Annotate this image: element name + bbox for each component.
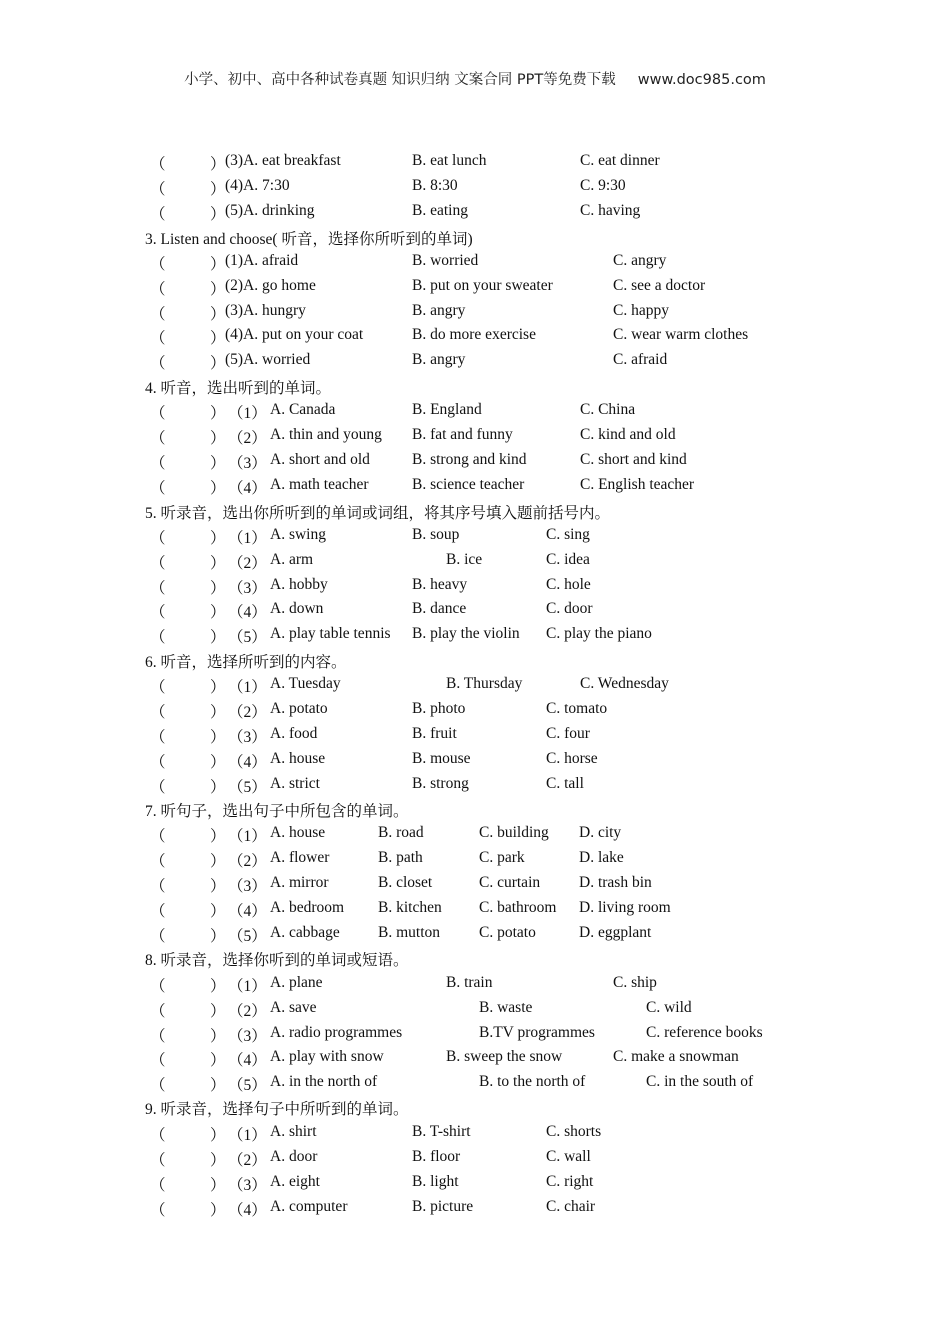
- answer-bracket-close: ）: [210, 181, 226, 198]
- option-c: C. Wednesday: [580, 675, 669, 692]
- option-b: B. mouse: [412, 750, 471, 767]
- question-number: (3)A. hungry: [225, 301, 306, 319]
- question-number: （4）: [228, 604, 267, 622]
- answer-bracket-open: （: [150, 455, 166, 472]
- option-c: C. chair: [546, 1198, 596, 1215]
- section-heading: 3. Listen and choose( 听音，选择你所听到的单词): [145, 231, 473, 248]
- option-c: C. happy: [613, 301, 669, 319]
- answer-bracket-open: （: [150, 828, 166, 845]
- option-b: B. play the violin: [412, 625, 520, 643]
- answer-bracket-close: ）: [210, 903, 226, 920]
- option-c: C. building: [479, 824, 549, 841]
- option-b: B. photo: [412, 700, 466, 717]
- answer-bracket-open: （: [150, 480, 166, 497]
- header-text: 小学、初中、高中各种试卷真题 知识归纳 文案合同 PPT等免费下载: [184, 72, 616, 88]
- option-a: A. Canada: [270, 401, 336, 418]
- question-row: [0, 675, 950, 699]
- question-number: （2）: [228, 704, 267, 721]
- option-c: C. tomato: [546, 700, 608, 717]
- option-b: B. worried: [412, 252, 479, 269]
- question-number: （4）: [228, 480, 267, 497]
- answer-bracket-close: ）: [210, 1202, 226, 1219]
- answer-bracket-close: ）: [210, 305, 226, 323]
- option-b: B. fat and funny: [412, 426, 513, 443]
- option-a: A. house: [270, 750, 326, 767]
- answer-bracket-open: （: [150, 305, 166, 323]
- question-number: （1）: [228, 978, 267, 995]
- option-c: C. door: [546, 600, 593, 618]
- option-b: B. eating: [412, 202, 468, 219]
- section-heading: 6. 听音，选择所听到的内容。: [145, 654, 347, 671]
- option-b: B. kitchen: [378, 899, 442, 916]
- question-number: （1）: [228, 530, 267, 547]
- option-b: B. angry: [412, 301, 466, 319]
- option-c: C. idea: [546, 550, 590, 568]
- question-row: [0, 351, 950, 375]
- option-d: D. living room: [579, 899, 671, 916]
- answer-bracket-close: ）: [210, 355, 226, 373]
- answer-bracket-close: ）: [210, 280, 226, 298]
- option-b: B. fruit: [412, 725, 457, 742]
- section-heading: 9. 听录音，选择句子中所听到的单词。: [145, 1101, 409, 1118]
- option-b: B. soup: [412, 526, 460, 543]
- option-b: B. train: [446, 974, 493, 991]
- question-row: [0, 750, 950, 774]
- section-heading: 8. 听录音，选择你听到的单词或短语。: [145, 952, 409, 969]
- answer-bracket-open: （: [150, 779, 166, 796]
- answer-bracket-open: （: [150, 405, 166, 422]
- answer-bracket-open: （: [150, 1202, 166, 1219]
- answer-bracket-open: （: [150, 978, 166, 995]
- option-a: A. food: [270, 725, 318, 742]
- option-a: A. Tuesday: [270, 675, 341, 692]
- answer-bracket-open: （: [150, 1052, 166, 1070]
- question-row: [0, 700, 950, 724]
- question-row: [0, 476, 950, 500]
- question-row: [0, 576, 950, 600]
- question-number: （2）: [228, 1152, 267, 1169]
- question-row: [0, 974, 950, 998]
- answer-bracket-close: ）: [210, 554, 226, 572]
- answer-bracket-close: ）: [210, 779, 226, 796]
- answer-bracket-open: （: [150, 1002, 166, 1020]
- question-number: （4）: [228, 1202, 267, 1219]
- question-number: （2）: [228, 853, 267, 870]
- question-number: （3）: [228, 1027, 267, 1045]
- option-c: C. hole: [546, 575, 591, 593]
- option-b: B. ice: [446, 550, 483, 568]
- question-number: （3）: [228, 455, 267, 472]
- answer-bracket-close: ）: [210, 1152, 226, 1169]
- question-number: （2）: [228, 430, 267, 447]
- option-a: A. thin and young: [270, 426, 382, 443]
- option-c: C. in the south of: [646, 1073, 754, 1091]
- option-a: A. cabbage: [270, 924, 340, 941]
- answer-bracket-open: （: [150, 1027, 166, 1045]
- question-number: （3）: [228, 878, 267, 895]
- question-row: [0, 824, 950, 848]
- option-b: B. mutton: [378, 924, 441, 941]
- answer-bracket-close: ）: [210, 206, 226, 223]
- answer-bracket-close: ）: [210, 754, 226, 771]
- question-row: [0, 600, 950, 624]
- option-c: C. horse: [546, 750, 598, 767]
- question-number: (4)A. put on your coat: [225, 326, 364, 344]
- option-b: B. path: [378, 849, 423, 866]
- option-c: C. right: [546, 1173, 594, 1190]
- option-c: C. 9:30: [580, 177, 626, 194]
- option-a: A. short and old: [270, 451, 370, 468]
- answer-bracket-close: ）: [210, 629, 226, 647]
- option-c: C. eat dinner: [580, 152, 660, 169]
- question-number: (2)A. go home: [225, 276, 316, 294]
- option-d: D. trash bin: [579, 874, 652, 891]
- answer-bracket-close: ）: [210, 1052, 226, 1070]
- option-a: A. math teacher: [270, 476, 369, 493]
- option-c: C. shorts: [546, 1123, 602, 1140]
- option-b: B. waste: [479, 998, 533, 1016]
- question-row: [0, 725, 950, 749]
- option-a: A. hobby: [270, 575, 328, 593]
- option-a: A. eight: [270, 1173, 320, 1190]
- answer-bracket-open: （: [150, 853, 166, 870]
- question-number: （4）: [228, 754, 267, 771]
- answer-bracket-close: ）: [210, 878, 226, 895]
- answer-bracket-open: （: [150, 280, 166, 298]
- answer-bracket-open: （: [150, 903, 166, 920]
- option-a: A. save: [270, 998, 317, 1016]
- question-number: (4)A. 7:30: [225, 177, 290, 194]
- question-row: [0, 177, 950, 201]
- answer-bracket-close: ）: [210, 1077, 226, 1095]
- option-b: B. England: [412, 401, 482, 418]
- answer-bracket-close: ）: [210, 405, 226, 422]
- option-b: B. Thursday: [446, 675, 523, 692]
- question-row: [0, 775, 950, 799]
- answer-bracket-close: ）: [210, 1127, 226, 1144]
- answer-bracket-open: （: [150, 554, 166, 572]
- question-row: [0, 252, 950, 276]
- question-row: [0, 426, 950, 450]
- question-number: （1）: [228, 1127, 267, 1144]
- option-a: A. play table tennis: [270, 625, 391, 643]
- question-number: （3）: [228, 1177, 267, 1194]
- question-row: [0, 326, 950, 350]
- option-c: C. wear warm clothes: [613, 326, 749, 344]
- option-c: C. reference books: [646, 1023, 763, 1041]
- question-row: [0, 849, 950, 873]
- option-c: C. China: [580, 401, 636, 418]
- option-a: A. potato: [270, 700, 328, 717]
- question-number: （5）: [228, 928, 267, 945]
- answer-bracket-open: （: [150, 1177, 166, 1194]
- answer-bracket-close: ）: [210, 330, 226, 348]
- question-number: (3)A. eat breakfast: [225, 152, 341, 169]
- option-b: B. put on your sweater: [412, 276, 553, 294]
- answer-bracket-open: （: [150, 1127, 166, 1144]
- answer-bracket-close: ）: [210, 256, 226, 273]
- option-b: B. strong: [412, 775, 469, 792]
- option-c: C. make a snowman: [613, 1048, 739, 1066]
- answer-bracket-open: （: [150, 928, 166, 945]
- answer-bracket-open: （: [150, 530, 166, 547]
- section-heading: 4. 听音，选出听到的单词。: [145, 380, 332, 397]
- question-row: [0, 924, 950, 948]
- question-row: [0, 526, 950, 550]
- option-a: A. flower: [270, 849, 330, 866]
- option-b: B. eat lunch: [412, 152, 487, 169]
- answer-bracket-close: ）: [210, 704, 226, 721]
- answer-bracket-close: ）: [210, 828, 226, 845]
- answer-bracket-open: （: [150, 704, 166, 721]
- answer-bracket-open: （: [150, 206, 166, 223]
- option-c: C. wall: [546, 1148, 591, 1165]
- answer-bracket-open: （: [150, 156, 166, 173]
- answer-bracket-open: （: [150, 1077, 166, 1095]
- answer-bracket-open: （: [150, 430, 166, 447]
- question-row: [0, 999, 950, 1023]
- question-row: [0, 1123, 950, 1147]
- answer-bracket-close: ）: [210, 455, 226, 472]
- question-row: [0, 899, 950, 923]
- option-b: B. 8:30: [412, 177, 458, 194]
- question-number: （1）: [228, 679, 267, 696]
- option-a: A. arm: [270, 550, 314, 568]
- answer-bracket-open: （: [150, 579, 166, 597]
- option-c: C. angry: [613, 252, 667, 269]
- answer-bracket-open: （: [150, 679, 166, 696]
- option-a: A. down: [270, 600, 324, 618]
- option-b: B. T-shirt: [412, 1123, 471, 1140]
- option-c: C. wild: [646, 998, 692, 1016]
- answer-bracket-open: （: [150, 604, 166, 622]
- question-row: [0, 625, 950, 649]
- section-heading: 7. 听句子，选出句子中所包含的单词。: [145, 803, 409, 820]
- option-a: A. shirt: [270, 1123, 317, 1140]
- answer-bracket-close: ）: [210, 729, 226, 746]
- question-number: （2）: [228, 1002, 267, 1020]
- question-number: (1)A. afraid: [225, 252, 299, 269]
- question-row: [0, 277, 950, 301]
- option-b: B. strong and kind: [412, 451, 527, 468]
- question-number: (5)A. drinking: [225, 202, 315, 219]
- option-b: B. do more exercise: [412, 326, 536, 344]
- page-header: [0, 68, 950, 89]
- answer-bracket-open: （: [150, 878, 166, 895]
- question-row: [0, 1024, 950, 1048]
- option-c: C. curtain: [479, 874, 541, 891]
- option-a: A. plane: [270, 974, 323, 991]
- option-d: D. eggplant: [579, 924, 652, 941]
- question-number: （1）: [228, 405, 267, 422]
- answer-bracket-close: ）: [210, 1027, 226, 1045]
- option-c: C. park: [479, 849, 525, 866]
- option-d: D. lake: [579, 849, 624, 866]
- answer-bracket-close: ）: [210, 978, 226, 995]
- answer-bracket-open: （: [150, 330, 166, 348]
- answer-bracket-open: （: [150, 355, 166, 373]
- option-c: C. kind and old: [580, 426, 676, 443]
- answer-bracket-close: ）: [210, 679, 226, 696]
- question-number: （4）: [228, 903, 267, 920]
- answer-bracket-close: ）: [210, 530, 226, 547]
- answer-bracket-close: ）: [210, 1002, 226, 1020]
- option-b: B. road: [378, 824, 424, 841]
- option-c: C. afraid: [613, 351, 668, 369]
- question-row: [0, 1148, 950, 1172]
- question-row: [0, 152, 950, 176]
- answer-bracket-open: （: [150, 1152, 166, 1169]
- question-row: [0, 401, 950, 425]
- answer-bracket-close: ）: [210, 928, 226, 945]
- option-a: A. mirror: [270, 874, 329, 891]
- option-a: A. house: [270, 824, 326, 841]
- question-row: [0, 302, 950, 326]
- option-c: C. short and kind: [580, 451, 687, 468]
- option-a: A. radio programmes: [270, 1023, 403, 1041]
- answer-bracket-close: ）: [210, 430, 226, 447]
- option-b: B. to the north of: [479, 1073, 586, 1091]
- option-c: C. ship: [613, 974, 657, 991]
- question-number: （5）: [228, 629, 267, 647]
- header-site: www.doc985.com: [637, 72, 766, 88]
- answer-bracket-open: （: [150, 629, 166, 647]
- answer-bracket-close: ）: [210, 480, 226, 497]
- option-a: A. bedroom: [270, 899, 345, 916]
- question-number: （3）: [228, 579, 267, 597]
- answer-bracket-open: （: [150, 754, 166, 771]
- option-c: C. English teacher: [580, 476, 695, 493]
- option-c: C. four: [546, 725, 590, 742]
- option-a: A. computer: [270, 1198, 348, 1215]
- answer-bracket-close: ）: [210, 156, 226, 173]
- option-c: C. having: [580, 202, 641, 219]
- question-number: （5）: [228, 779, 267, 796]
- section-heading: 5. 听录音，选出你所听到的单词或词组，将其序号填入题前括号内。: [145, 505, 611, 522]
- answer-bracket-close: ）: [210, 604, 226, 622]
- question-row: [0, 1173, 950, 1197]
- question-row: [0, 874, 950, 898]
- question-row: [0, 1048, 950, 1072]
- question-number: （5）: [228, 1077, 267, 1095]
- option-c: C. play the piano: [546, 625, 652, 643]
- answer-bracket-open: （: [150, 729, 166, 746]
- option-a: A. swing: [270, 526, 326, 543]
- question-row: [0, 1073, 950, 1097]
- question-row: [0, 202, 950, 226]
- option-b: B.TV programmes: [479, 1023, 595, 1041]
- option-b: B. light: [412, 1173, 459, 1190]
- question-row: [0, 451, 950, 475]
- option-a: A. door: [270, 1148, 318, 1165]
- option-b: B. heavy: [412, 575, 468, 593]
- option-c: C. potato: [479, 924, 536, 941]
- question-row: [0, 1198, 950, 1222]
- question-number: （2）: [228, 554, 267, 572]
- option-b: B. picture: [412, 1198, 474, 1215]
- option-b: B. dance: [412, 600, 467, 618]
- answer-bracket-open: （: [150, 181, 166, 198]
- option-a: A. play with snow: [270, 1048, 384, 1066]
- question-number: （4）: [228, 1052, 267, 1070]
- option-a: A. strict: [270, 775, 320, 792]
- question-number: （3）: [228, 729, 267, 746]
- option-b: B. closet: [378, 874, 433, 891]
- answer-bracket-close: ）: [210, 1177, 226, 1194]
- question-number: (5)A. worried: [225, 351, 311, 369]
- answer-bracket-close: ）: [210, 853, 226, 870]
- option-b: B. science teacher: [412, 476, 525, 493]
- option-c: C. bathroom: [479, 899, 557, 916]
- question-row: [0, 551, 950, 575]
- option-b: B. angry: [412, 351, 466, 369]
- option-c: C. tall: [546, 775, 584, 792]
- option-b: B. sweep the snow: [446, 1048, 563, 1066]
- answer-bracket-close: ）: [210, 579, 226, 597]
- option-d: D. city: [579, 824, 622, 841]
- option-c: C. sing: [546, 526, 590, 543]
- question-number: （1）: [228, 828, 267, 845]
- option-a: A. in the north of: [270, 1073, 378, 1091]
- option-c: C. see a doctor: [613, 276, 706, 294]
- answer-bracket-open: （: [150, 256, 166, 273]
- option-b: B. floor: [412, 1148, 461, 1165]
